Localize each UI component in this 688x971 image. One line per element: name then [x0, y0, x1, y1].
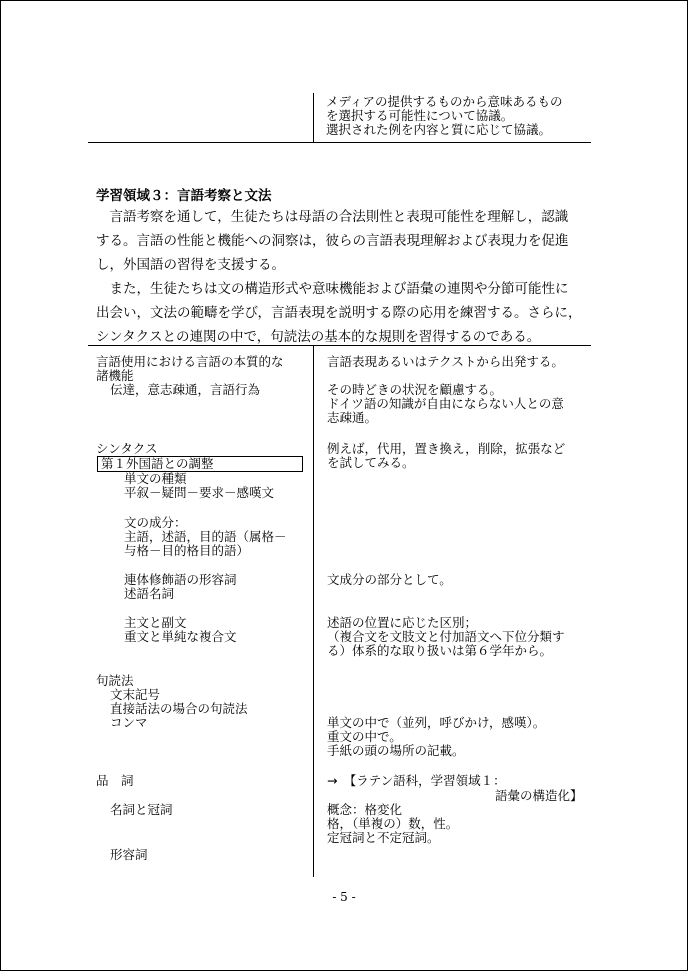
- right-note: 概念：格変化 格，（単複の）数，性。 定冠詞と不定冠詞。: [327, 802, 459, 845]
- left-syntax-sub: 単文の種類 平叙－疑問－要求－感嘆文: [124, 471, 275, 500]
- top-box-line: を選択する可能性について協議。: [326, 108, 514, 123]
- paragraph-line: する。言語の性能と機能への洞察は，彼らの言語表現理解および表現力を促進: [96, 233, 569, 249]
- left-item-punctuation: 句読法: [96, 673, 134, 688]
- left-punctuation-sub: 文末記号 直接話法の場合の句読法 コンマ: [110, 687, 248, 730]
- right-note-cross-reference: → 【ラテン語科，学習領域１：: [327, 773, 506, 788]
- right-note: 例えば，代用，置き換え，削除，拡張など を試してみる。: [327, 441, 566, 470]
- left-item-functions-sub: 伝達，意志疎通，言語行為: [110, 382, 261, 397]
- top-box-bottom-rule: [88, 142, 591, 143]
- left-syntax-boxed-label: 第１外国語との調整: [97, 456, 303, 472]
- left-pos-sub: 形容詞: [110, 847, 148, 862]
- top-box-line: 選択された例を内容と質に応じて協議。: [326, 122, 552, 137]
- paragraph-line: 出会い，文法の範疇を学び，言語表現を説明する際の応用を練習する。さらに，: [96, 305, 582, 321]
- paragraph-line: シンタクスとの連関の中で，句読法の基本的な規則を習得するのである。: [96, 329, 541, 345]
- right-note: その時どきの状況を顧慮する。 ドイツ語の知識が自由にならない人との意 志疎通。: [327, 382, 564, 425]
- table-divider: [313, 345, 314, 877]
- left-syntax-sub: 文の成分： 主語，述語，目的語（属格－ 与格－目的格目的語）: [124, 515, 287, 558]
- table-top-rule: [88, 345, 591, 346]
- right-note: 単文の中で（並列，呼びかけ，感嘆）。 重文の中で。 手紙の頭の場所の記載。: [327, 715, 546, 758]
- left-item-parts-of-speech: 品 詞: [96, 773, 134, 788]
- right-note: 言語表現あるいはテクストから出発する。: [327, 354, 564, 369]
- right-note: 文成分の部分として。: [327, 572, 452, 587]
- left-item-functions: 言語使用における言語の本質的な 諸機能: [96, 354, 284, 383]
- paragraph-line: し，外国語の習得を支援する。: [96, 257, 285, 273]
- top-box-divider: [313, 93, 314, 142]
- right-note-cross-reference: 語彙の構造化】: [495, 788, 583, 803]
- left-item-syntax: シンタクス: [96, 441, 158, 456]
- top-box-line: メディアの提供するものから意味あるもの: [326, 94, 563, 109]
- left-syntax-sub: 主文と副文 重文と単純な複合文: [124, 615, 237, 644]
- page-number: - 5 -: [332, 890, 356, 904]
- section-heading: 学習領域３：言語考察と文法: [96, 188, 272, 204]
- paragraph-line: また，生徒たちは文の構造形式や意味機能および語彙の連関や分節可能性に: [96, 281, 569, 297]
- paragraph-line: 言語考察を通して，生徒たちは母語の合法則性と表現可能性を理解し，認識: [96, 209, 569, 225]
- left-syntax-sub: 連体修飾語の形容詞 述語名詞: [124, 572, 237, 601]
- left-pos-sub: 名詞と冠詞: [110, 802, 173, 817]
- right-note: 述語の位置に応じた区別； （複合文を文肢文と付加語文へ下位分類す る）体系的な取り扱いは第６学年から。: [327, 615, 565, 658]
